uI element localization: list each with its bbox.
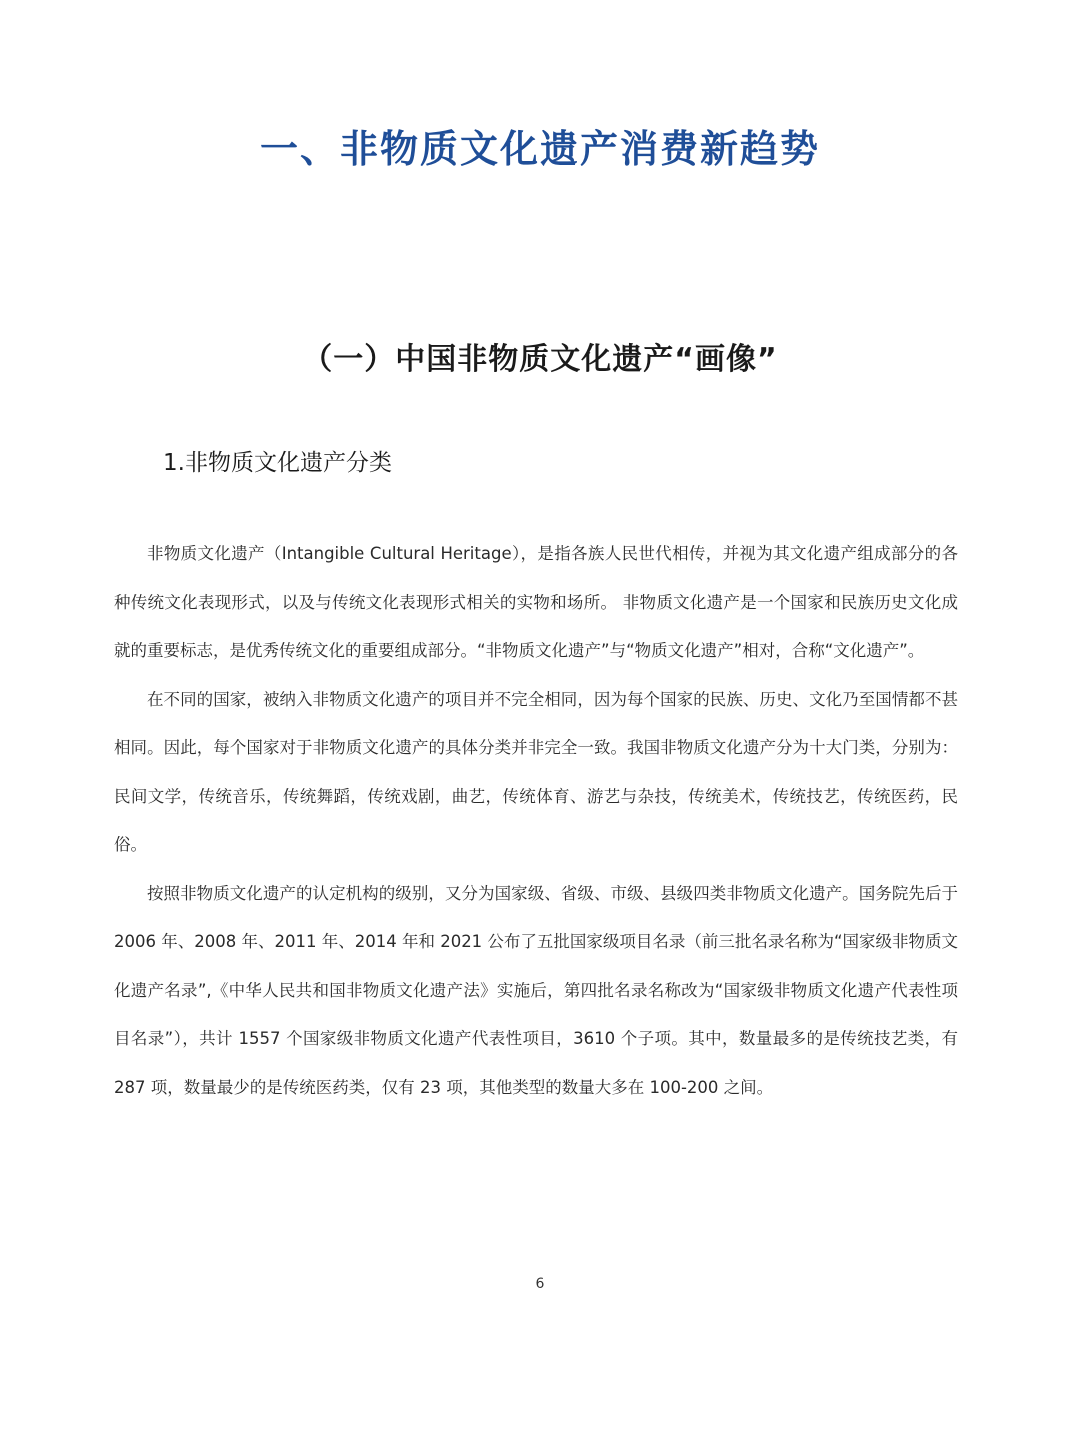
- body-text: [114, 530, 958, 1112]
- subsection-title: 1.非物质文化遗产分类: [163, 450, 392, 476]
- page-number: 6: [535, 1276, 545, 1292]
- paragraph: 在不同的国家，被纳入非物质文化遗产的项目并不完全相同，因为每个国家的民族、历史、文化乃至国情都不甚相同。因此，每个国家对于非物质文化遗产的具体分类并非完全一致。我国非物质文化遗产分为十大门类，分别为：民间文学，传统音乐，传统舞蹈，传统戏剧，曲艺，传统体育、游艺与杂技，传统美术，传统技艺，传统医药，民俗。: [114, 689, 958, 854]
- section-title: （一）中国非物质文化遗产“画像”: [302, 342, 778, 377]
- chapter-title: 一、非物质文化遗产消费新趋势: [259, 127, 820, 171]
- paragraph: 非物质文化遗产（Intangible Cultural Heritage），是指各族人民世代相传，并视为其文化遗产组成部分的各种传统文化表现形式，以及与传统文化表现形式相关的实物和场所。 非物质文化遗产是一个国家和民族历史文化成就的重要标志，是优秀传统文化的重要组成部分。“非物质文化遗产”与“物质文化遗产”相对，合称“文化遗产”。: [114, 544, 958, 660]
- paragraph: 按照非物质文化遗产的认定机构的级别，又分为国家级、省级、市级、县级四类非物质文化遗产。国务院先后于 2006 年、2008 年、2011 年、2014 年和 2021 公布了五批国家级项目名录（前三批名录名称为“国家级非物质文化遗产名录”,《中华人民共和国非物质文化遗产法》实施后，第四批名录名称改为“国家级非物质文化遗产代表性项目名录”），共计 1557 个国家级非物质文化遗产代表性项目，3610 个子项。其中，数量最多的是传统技艺类，有 287 项，数量最少的是传统医药类，仅有 23 项，其他类型的数量大多在 100-200 之间。: [114, 883, 958, 1097]
